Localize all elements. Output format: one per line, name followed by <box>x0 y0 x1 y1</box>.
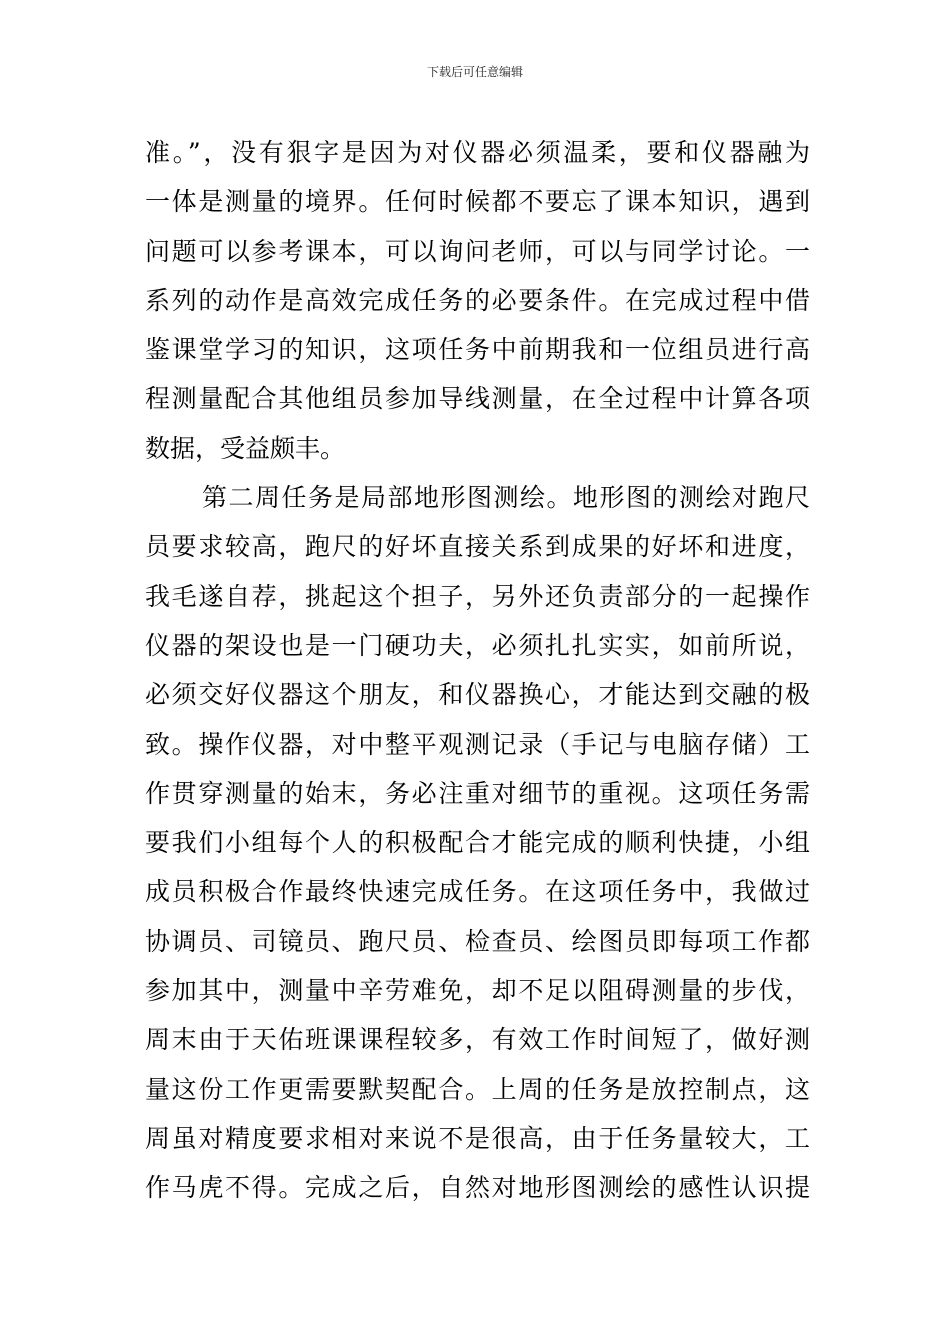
paragraph-2 <box>145 473 810 1212</box>
text-line: 准。”，没有狠字是因为对仪器必须温柔，要和仪器融为 <box>145 138 810 167</box>
text-line: 要我们小组每个人的积极配合才能完成的顺利快捷，小组 <box>145 828 810 858</box>
text-line: 我毛遂自荐，挑起这个担子，另外还负责部分的一起操作 <box>145 581 810 611</box>
page-header: 下载后可任意编辑 <box>426 65 523 79</box>
text-line: 作马虎不得。完成之后，自然对地形图测绘的感性认识提 <box>145 1173 810 1203</box>
text-line: 程测量配合其他组员参加导线测量，在全过程中计算各项 <box>145 384 810 414</box>
text-line: 仪器的架设也是一门硬功夫，必须扎扎实实，如前所说， <box>145 630 810 660</box>
text-line: 参加其中，测量中辛劳难免，却不足以阻碍测量的步伐， <box>145 976 810 1006</box>
text-line: 问题可以参考课本，可以询问老师，可以与同学讨论。一 <box>145 236 810 266</box>
text-line: 一体是测量的境界。任何时候都不要忘了课本知识，遇到 <box>145 187 810 217</box>
text-line: 系列的动作是高效完成任务的必要条件。在完成过程中借 <box>145 285 810 315</box>
paragraph-1 <box>145 128 810 473</box>
document-body <box>145 128 810 1213</box>
text-line: 量这份工作更需要默契配合。上周的任务是放控制点，这 <box>145 1074 810 1104</box>
text-line: 成员积极合作最终快速完成任务。在这项任务中，我做过 <box>145 877 810 907</box>
text-line: 第二周任务是局部地形图测绘。地形图的测绘对跑尺 <box>202 483 810 513</box>
text-line: 必须交好仪器这个朋友，和仪器换心，才能达到交融的极 <box>145 680 810 710</box>
text-line: 周末由于天佑班课课程较多，有效工作时间短了，做好测 <box>145 1025 810 1055</box>
text-line: 协调员、司镜员、跑尺员、检查员、绘图员即每项工作都 <box>145 926 810 956</box>
text-line: 鉴课堂学习的知识，这项任务中前期我和一位组员进行高 <box>145 335 810 365</box>
text-line: 周虽对精度要求相对来说不是很高，由于任务量较大，工 <box>145 1123 810 1153</box>
text-line: 员要求较高，跑尺的好坏直接关系到成果的好坏和进度， <box>145 532 810 562</box>
text-line: 致。操作仪器，对中整平观测记录（手记与电脑存储）工 <box>145 729 810 759</box>
text-line: 数据，受益颇丰。 <box>145 433 346 463</box>
text-line: 作贯穿测量的始末，务必注重对细节的重视。这项任务需 <box>145 778 810 808</box>
